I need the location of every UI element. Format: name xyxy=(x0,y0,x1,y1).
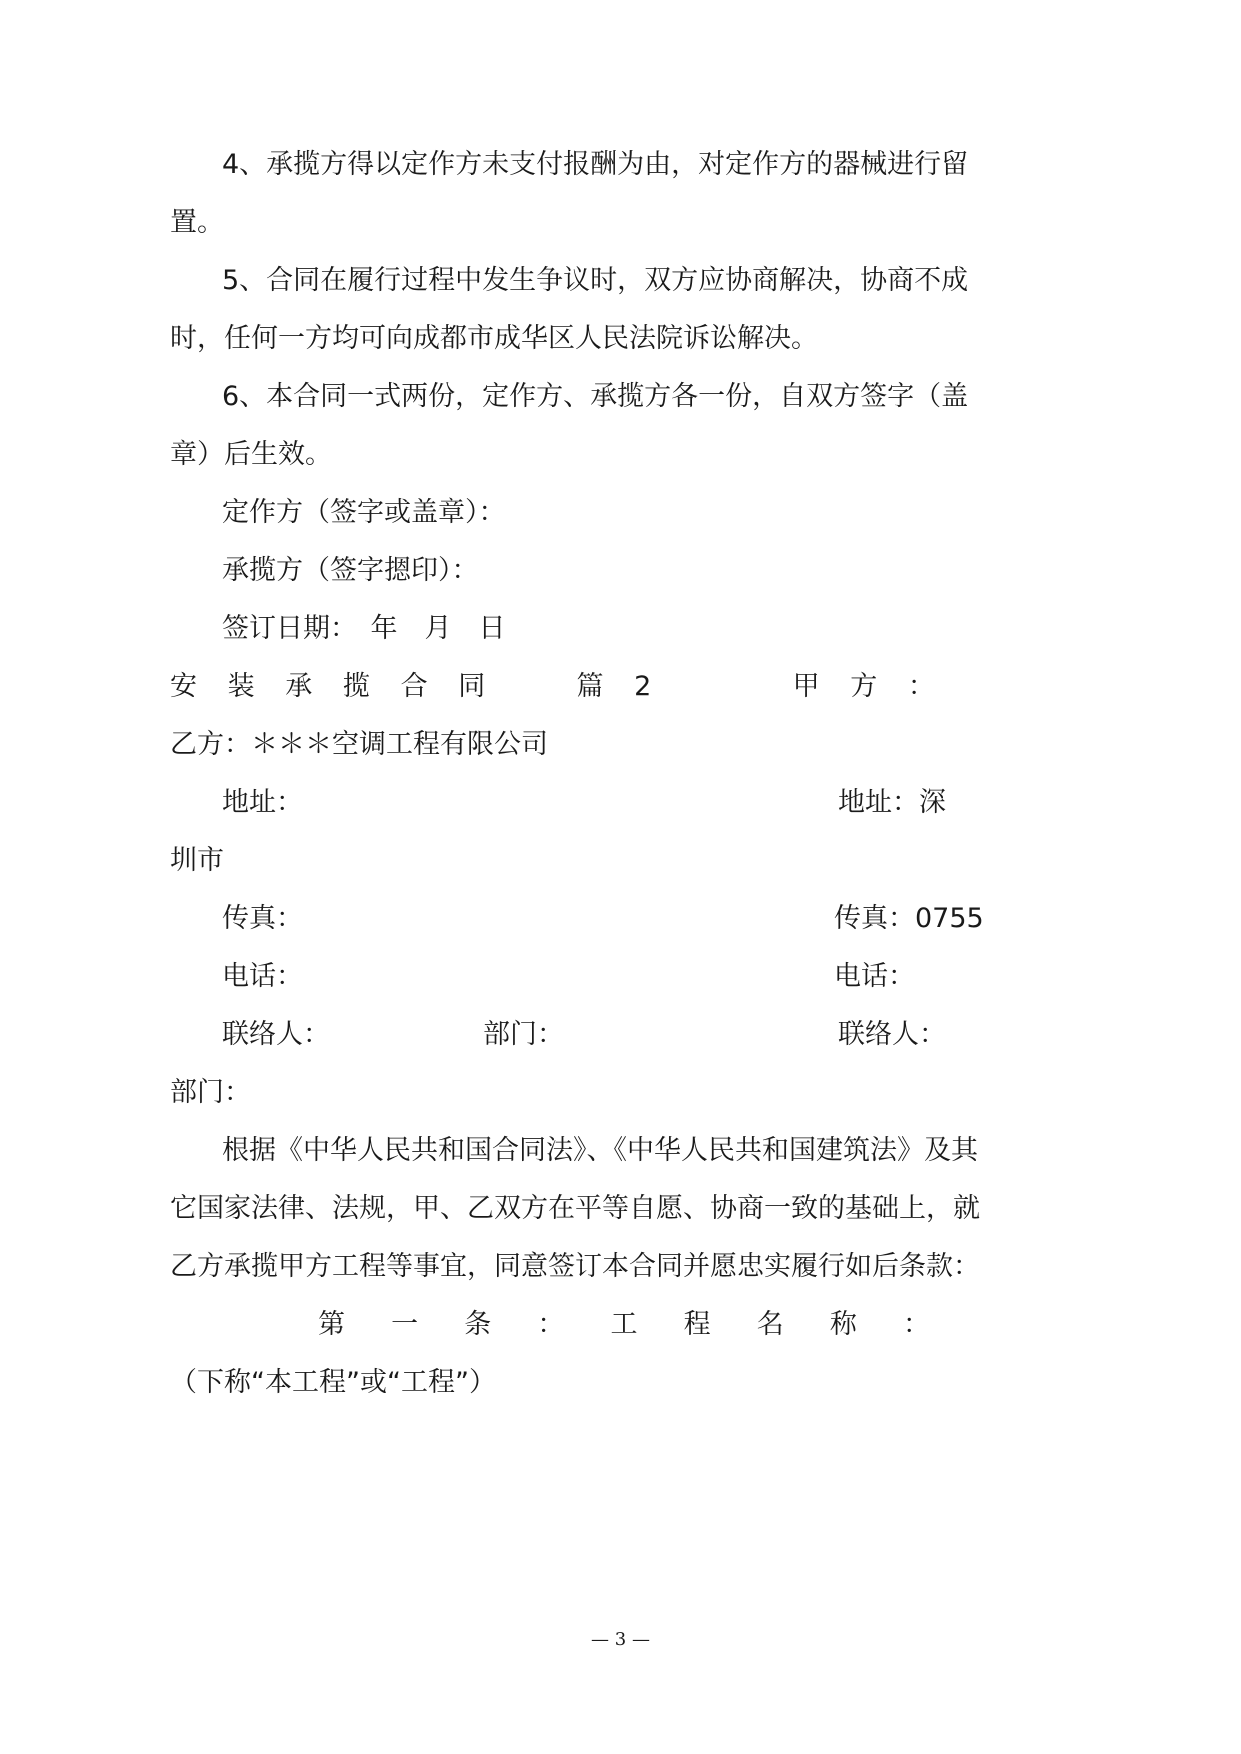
title-char: 装 xyxy=(227,671,255,702)
title-char: 2 xyxy=(634,671,652,702)
title-char: 篇 xyxy=(576,671,604,702)
clause-4-line-1: 4、承揽方得以定作方未支付报酬为由，对定作方的器械进行留 xyxy=(222,149,969,180)
clause-6-line-2: 章）后生效。 xyxy=(170,439,332,470)
phone-right: 电话： xyxy=(834,961,915,992)
contact-right: 联络人： xyxy=(838,1019,946,1050)
basis-line-1: 根据《中华人民共和国合同法》、《中华人民共和国建筑法》及其 xyxy=(222,1135,978,1166)
address-left: 地址： xyxy=(222,787,303,818)
article-char: ： xyxy=(903,1309,930,1340)
basis-line-3: 乙方承揽甲方工程等事宜，同意签订本合同并愿忠实履行如后条款： xyxy=(170,1251,980,1282)
title-char: 承 xyxy=(285,671,313,702)
article-char: 程 xyxy=(683,1309,711,1340)
title-char: 安 xyxy=(170,671,197,702)
article-char: 名 xyxy=(756,1309,784,1340)
title-char: 甲 xyxy=(792,671,820,702)
fax-left: 传真： xyxy=(222,903,303,934)
clause-4-line-2: 置。 xyxy=(170,207,224,238)
title-char: 方 xyxy=(850,671,878,702)
party-b-line: 乙方：＊＊＊空调工程有限公司 xyxy=(170,729,548,760)
article-char: 条 xyxy=(464,1309,492,1340)
title-char: ： xyxy=(907,671,935,702)
clause-5-line-2: 时，任何一方均可向成都市成华区人民法院诉讼解决。 xyxy=(170,323,818,354)
article-char: 第 xyxy=(318,1309,345,1340)
signing-date-line: 签订日期： 年 月 日 xyxy=(222,613,506,644)
title-char: 同 xyxy=(458,671,486,702)
basis-line-2: 它国家法律、法规，甲、乙双方在平等自愿、协商一致的基础上，就 xyxy=(170,1193,980,1224)
article-char: ： xyxy=(537,1309,565,1340)
article-char: 一 xyxy=(391,1309,419,1340)
clause-5-line-1: 5、合同在履行过程中发生争议时，双方应协商解决，协商不成 xyxy=(222,265,969,296)
department-continued: 部门： xyxy=(170,1077,251,1108)
article-one-row xyxy=(318,1305,930,1345)
title-row xyxy=(170,667,935,707)
page-number: — 3 — xyxy=(591,1629,650,1650)
title-char: 合 xyxy=(400,671,428,702)
clause-6-line-1: 6、本合同一式两份，定作方、承揽方各一份，自双方签字（盖 xyxy=(222,381,969,412)
client-signature-line: 定作方（签字或盖章）： xyxy=(222,497,506,528)
article-char: 称 xyxy=(829,1309,857,1340)
address-continued: 圳市 xyxy=(170,845,224,876)
article-char: 工 xyxy=(610,1309,638,1340)
article-one-continued: （下称“本工程”或“工程”） xyxy=(170,1367,496,1398)
contractor-signature-line: 承揽方（签字摁印）： xyxy=(222,555,479,586)
department-middle: 部门： xyxy=(483,1019,564,1050)
title-char: 揽 xyxy=(342,671,370,702)
phone-left: 电话： xyxy=(222,961,303,992)
fax-right: 传真：0755 xyxy=(834,903,984,934)
address-right: 地址：深 xyxy=(838,787,946,818)
contact-left: 联络人： xyxy=(222,1019,330,1050)
